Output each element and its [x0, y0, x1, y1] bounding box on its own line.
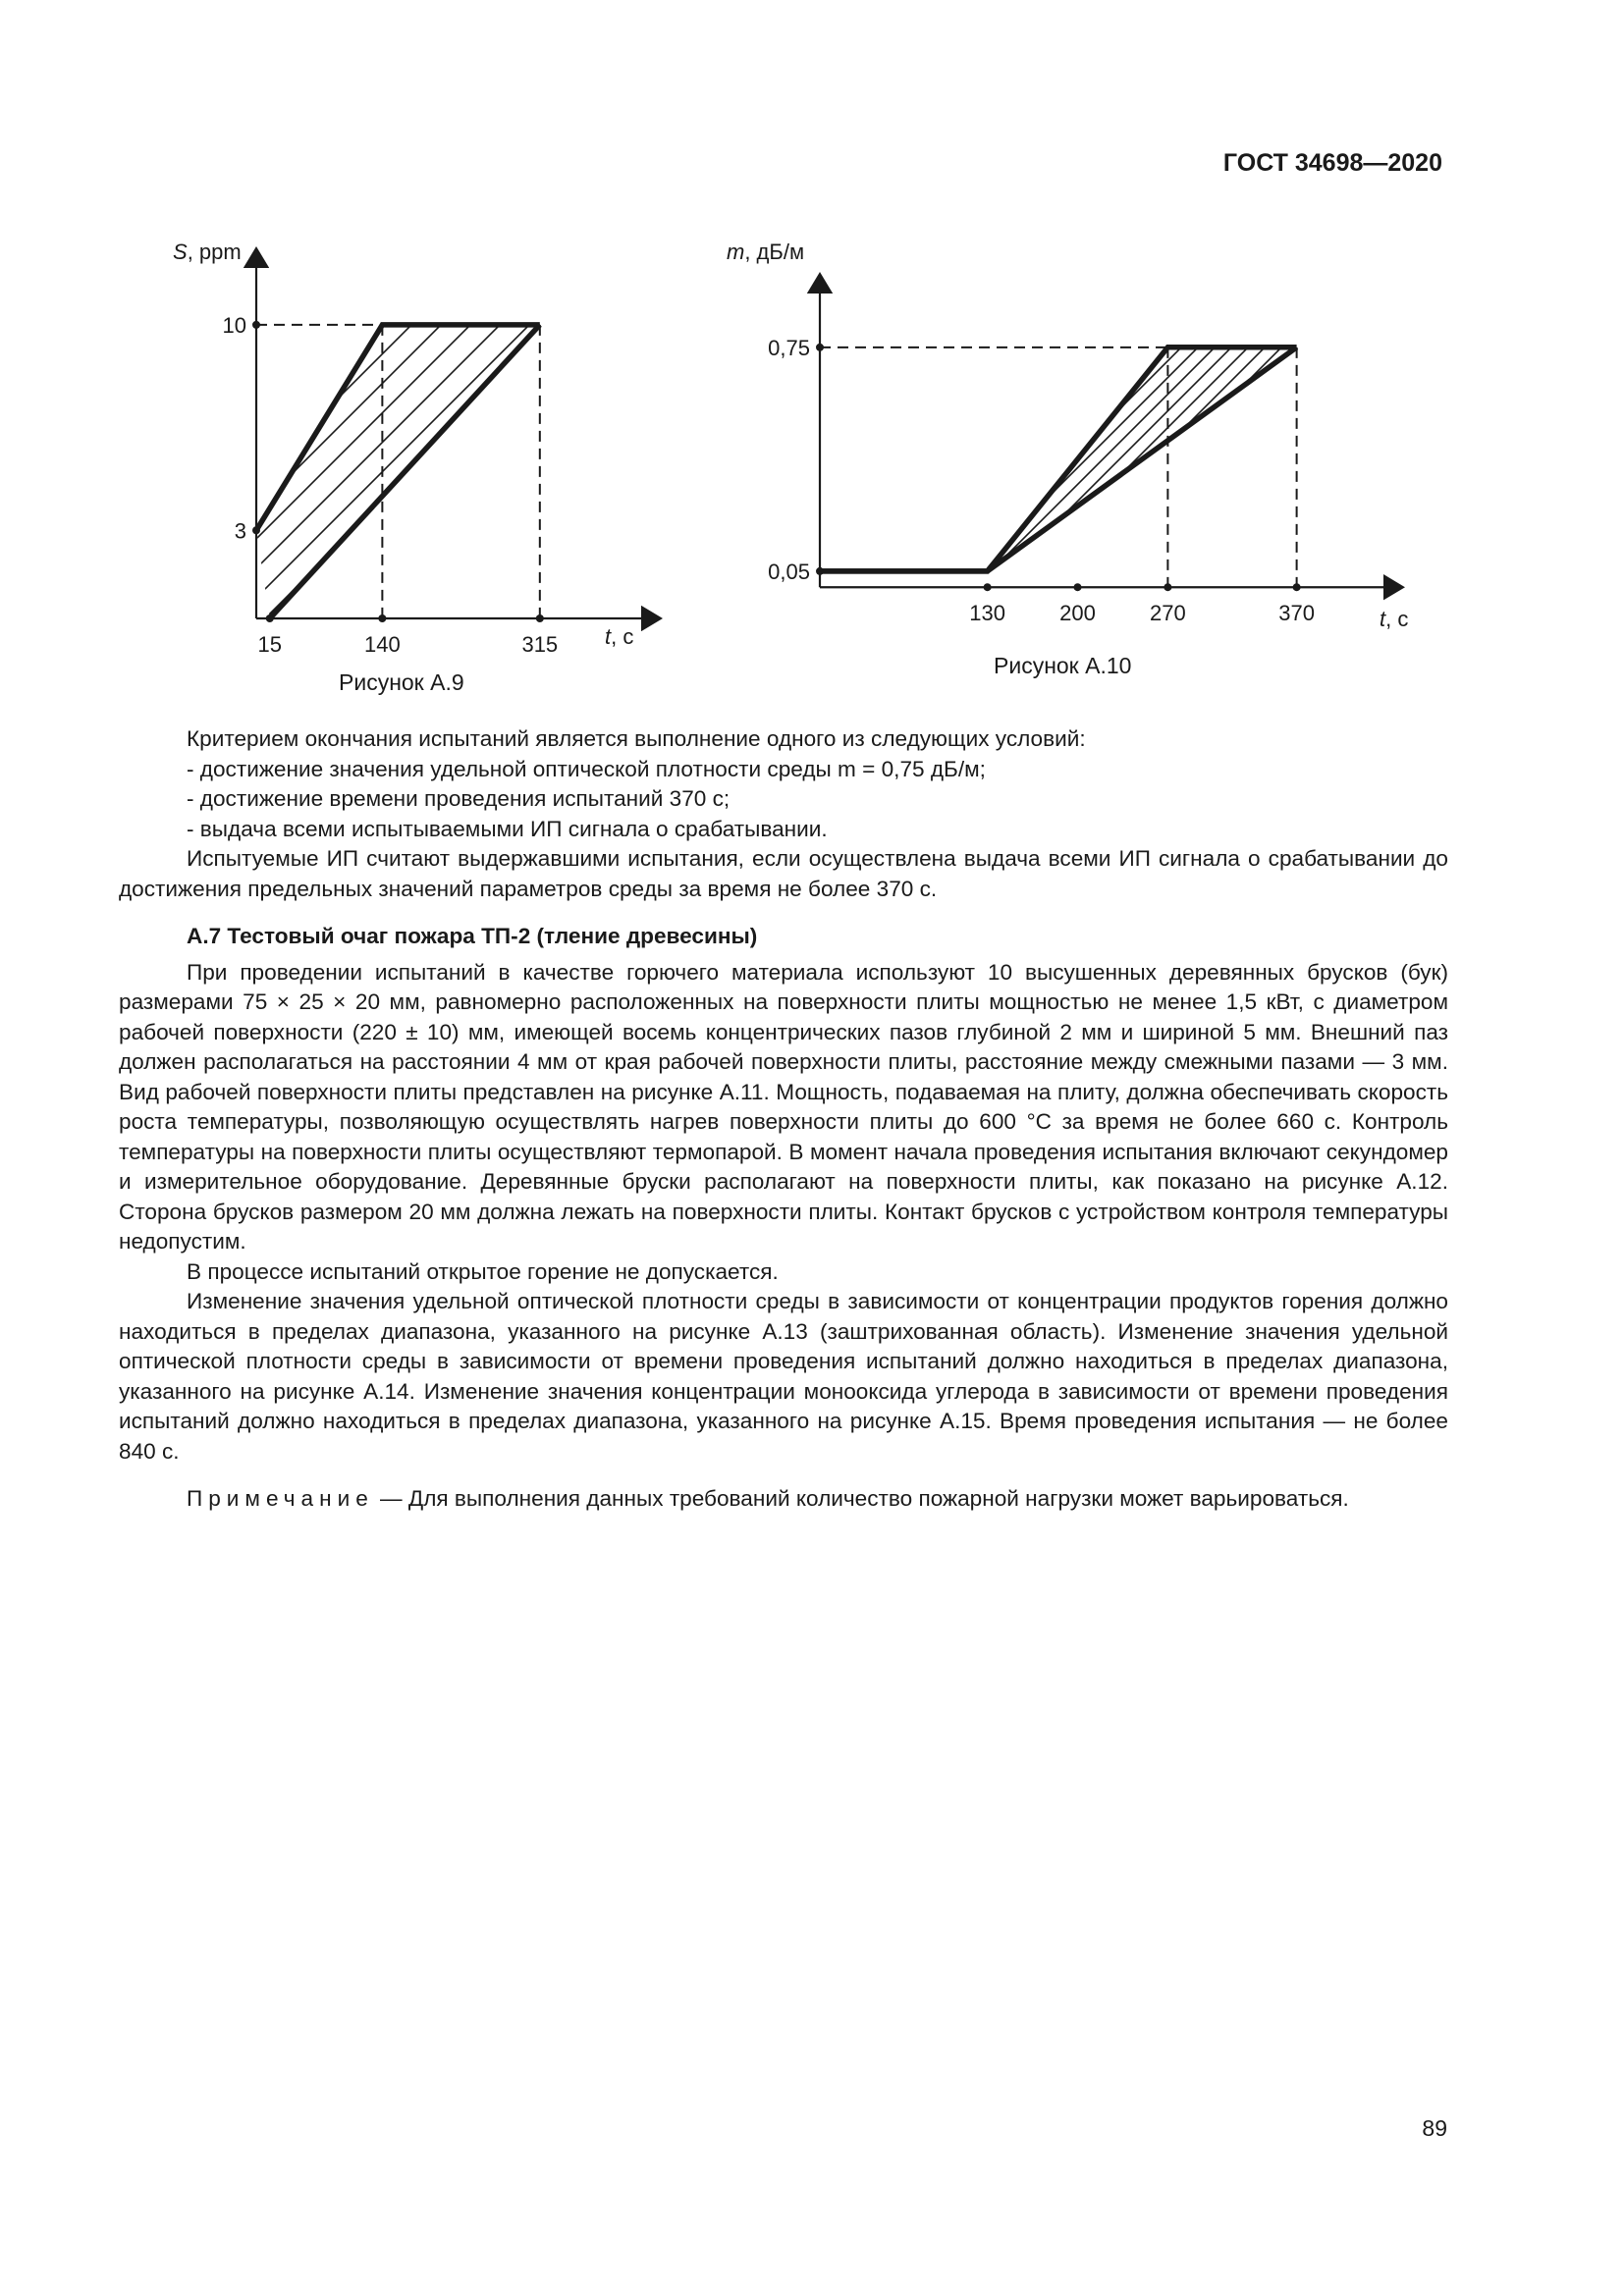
page-number: 89 [1422, 2115, 1447, 2141]
hatch-line [1329, 27, 1624, 616]
hatch-line [996, 27, 1585, 616]
note-label: Примечание [187, 1486, 374, 1511]
hatch-line [678, 27, 1268, 616]
hatch-line [845, 27, 1435, 616]
hatch-line [0, 49, 187, 638]
hatch-line [1483, 49, 1624, 638]
upper-boundary-line [820, 347, 1297, 571]
hatch-line [0, 49, 422, 638]
hatch-line [1424, 49, 1624, 638]
hatch-line [1263, 27, 1624, 616]
y-tick-dot [252, 526, 260, 534]
hatch-line [1512, 49, 1624, 638]
hatch-line [645, 27, 1234, 616]
y-tick-dot [816, 567, 824, 575]
hatch-line [1229, 27, 1624, 616]
hatch-line [1580, 27, 1624, 616]
paragraph: Испытуемые ИП считают выдержавшими испытания, если осуществлена выдача всеми ИП сигнала о срабатывании до достижения предельных значений параметров среды за время не более 370 с. [119, 846, 1448, 901]
x-tick-label: 15 [257, 632, 282, 657]
y-tick-label: 3 [234, 518, 246, 544]
hatch-line [216, 49, 805, 638]
x-tick-label: 370 [1278, 601, 1315, 626]
hatch-line [1112, 27, 1624, 616]
hatch-line [1480, 27, 1624, 616]
hatch-line [812, 27, 1401, 616]
hatch-line [1513, 27, 1624, 616]
x-tick-label: 200 [1059, 601, 1096, 626]
lower-boundary-line [820, 347, 1297, 571]
lower-boundary-line [270, 325, 540, 618]
hatch-line [712, 27, 1301, 616]
hatch-line [912, 27, 1501, 616]
paragraph: Критерием окончания испытаний является выполнение одного из следующих условий: [187, 726, 1086, 751]
hatch-line [1213, 27, 1624, 616]
hatch-line [0, 49, 98, 638]
hatch-line [1079, 27, 1624, 616]
hatch-line [0, 49, 363, 638]
y-axis-label: S, ppm [173, 240, 242, 264]
hatch-line [1463, 27, 1624, 616]
note [119, 1484, 1448, 1515]
hatch-line [1096, 27, 1624, 616]
hatch-line [1380, 27, 1624, 616]
hatch-line [0, 49, 452, 638]
chart-a9 [147, 234, 658, 657]
hatch-line [0, 49, 10, 638]
document-code: ГОСТ 34698—2020 [1222, 149, 1442, 177]
paragraph: Изменение значения удельной оптической плотности среды в зависимости от концентрации продуктов горения должно находиться в пределах диапазона, указанного на рисунке А.13 (заштрихованная область). Изменение значения удельной оптической плотности среды в зависимости от времени проведения испытаний должно находиться в пределах диапазона, указанного на рисунке А.14. Изменение значения концентрации монооксида углерода в зависимости от времени проведения испытаний должно находиться в пределах диапазона, указанного на рисунке А.15. Время проведения испытания — не более 840 с. [119, 1289, 1448, 1464]
hatch-line [187, 49, 776, 638]
hatch-line [1563, 27, 1624, 616]
y-tick-label: 10 [222, 312, 246, 338]
x-tick-dot [536, 614, 544, 622]
x-tick-dot [1164, 583, 1171, 591]
hatch-line [1196, 27, 1624, 616]
x-tick-dot [1293, 583, 1301, 591]
hatch-line [1446, 27, 1624, 616]
hatch-line [1453, 49, 1624, 638]
hatch-line [0, 49, 157, 638]
hatch-line [128, 49, 717, 638]
hatch-line [0, 49, 275, 638]
hatch-line [612, 27, 1201, 616]
hatch-line [745, 27, 1334, 616]
hatch-line [762, 27, 1351, 616]
hatch-line [0, 49, 334, 638]
list-item: - достижение времени проведения испытаний 370 с; [187, 786, 731, 811]
hatch-line [1313, 27, 1624, 616]
hatch-line [862, 27, 1451, 616]
x-tick-label: 315 [521, 632, 559, 657]
hatch-line [1296, 27, 1624, 616]
document-body [119, 724, 1448, 1515]
y-tick-label: 0,05 [768, 559, 810, 584]
paragraph: В процессе испытаний открытое горение не допускается. [187, 1258, 779, 1284]
hatch-line [695, 27, 1284, 616]
x-axis-label: t, с [1380, 607, 1409, 631]
hatch-line [779, 27, 1368, 616]
hatch-line [0, 49, 569, 638]
hatch-line [1163, 27, 1624, 616]
hatch-line [69, 49, 658, 638]
hatch-line [578, 27, 1167, 616]
x-tick-dot [1074, 583, 1082, 591]
figure-a10 [727, 234, 1434, 678]
hatch-line [929, 27, 1518, 616]
hatch-line [1613, 27, 1624, 616]
hatch-line [0, 49, 304, 638]
hatch-line [879, 27, 1468, 616]
hatch-line [979, 27, 1568, 616]
hatch-line [1546, 27, 1624, 616]
y-tick-label: 0,75 [768, 335, 810, 360]
section-heading: А.7 Тестовый очаг пожара ТП-2 (тление древесины) [187, 924, 758, 948]
hatch-line [1279, 27, 1624, 616]
x-tick-dot [984, 583, 992, 591]
hatch-line [0, 49, 128, 638]
figure-a9 [147, 234, 658, 695]
hatch-line [1129, 27, 1624, 616]
hatch-line [946, 27, 1535, 616]
hatch-line [628, 27, 1218, 616]
figure-caption: Рисунок А.9 [339, 669, 464, 695]
hatch-line [595, 27, 1184, 616]
hatch-line [1496, 27, 1624, 616]
hatch-line [1396, 27, 1624, 616]
y-tick-dot [816, 344, 824, 351]
chart-a10 [727, 234, 1434, 666]
y-tick-dot [252, 321, 260, 329]
hatch-line [157, 49, 746, 638]
hatch-line [1430, 27, 1624, 616]
hatch-line [1062, 27, 1624, 616]
hatch-line [0, 49, 540, 638]
hatch-line [1046, 27, 1624, 616]
hatch-line [829, 27, 1418, 616]
hatch-line [1029, 27, 1618, 616]
hatch-line [0, 49, 69, 638]
hatch-line [1363, 27, 1624, 616]
y-axis-label: m, дБ/м [727, 240, 805, 264]
x-tick-label: 270 [1150, 601, 1186, 626]
hatch-line [1146, 27, 1624, 616]
x-tick-dot [378, 614, 386, 622]
list-item: - выдача всеми испытываемыми ИП сигнала о срабатывании. [187, 816, 828, 841]
x-tick-dot [266, 614, 274, 622]
hatch-line [1246, 27, 1624, 616]
hatch-line [895, 27, 1485, 616]
hatch-line [1179, 27, 1624, 616]
figure-caption: Рисунок А.10 [994, 653, 1132, 678]
hatch-line [0, 49, 39, 638]
note-text: — Для выполнения данных требований количество пожарной нагрузки может варьироваться. [373, 1486, 1349, 1511]
hatch-line [0, 49, 481, 638]
hatch-line [1346, 27, 1624, 616]
hatch-line [1597, 27, 1624, 616]
hatch-line [0, 49, 245, 638]
hatch-line [98, 49, 687, 638]
paragraph: При проведении испытаний в качестве горючего материала используют 10 высушенных деревянных брусков (бук) размерами 75 × 25 × 20 мм, равномерно расположенных на поверхности плиты мощностью не менее 1,5 кВт, с диаметром рабочей поверхности (220 ± 10) мм, имеющей восемь концентрических пазов глубиной 2 мм и шириной 5 мм. Внешний паз должен располагаться на расстоянии 4 мм от края рабочей поверхности плиты, расстояние между смежными пазами — 3 мм. Вид рабочей поверхности плиты представлен на рисунке А.11. Мощность, подаваемая на плиту, должна обеспечивать скорость роста температуры, позволяющую осуществлять нагрев поверхности плиты до 600 °С за время не более 660 с. Контроль температуры на поверхности плиты осуществляют термопарой. В момент начала проведения испытания включают секундомер и измерительное оборудование. Деревянные бруски располагают на поверхности плиты, как показано на рисунке А.12. Сторона брусков размером 20 мм должна лежать на поверхности плиты. Контакт брусков с устройством контроля температуры недопустим. [119, 959, 1448, 1254]
hatch-line [1012, 27, 1601, 616]
x-axis-label: t, с [605, 624, 634, 649]
list-item: - достижение значения удельной оптической плотности среды m = 0,75 дБ/м; [187, 756, 986, 781]
hatch-line [0, 49, 216, 638]
hatch-line [662, 27, 1251, 616]
x-tick-label: 140 [364, 632, 401, 657]
hatch-line [1530, 27, 1624, 616]
x-tick-label: 130 [969, 601, 1005, 626]
hatch-line [1413, 27, 1624, 616]
